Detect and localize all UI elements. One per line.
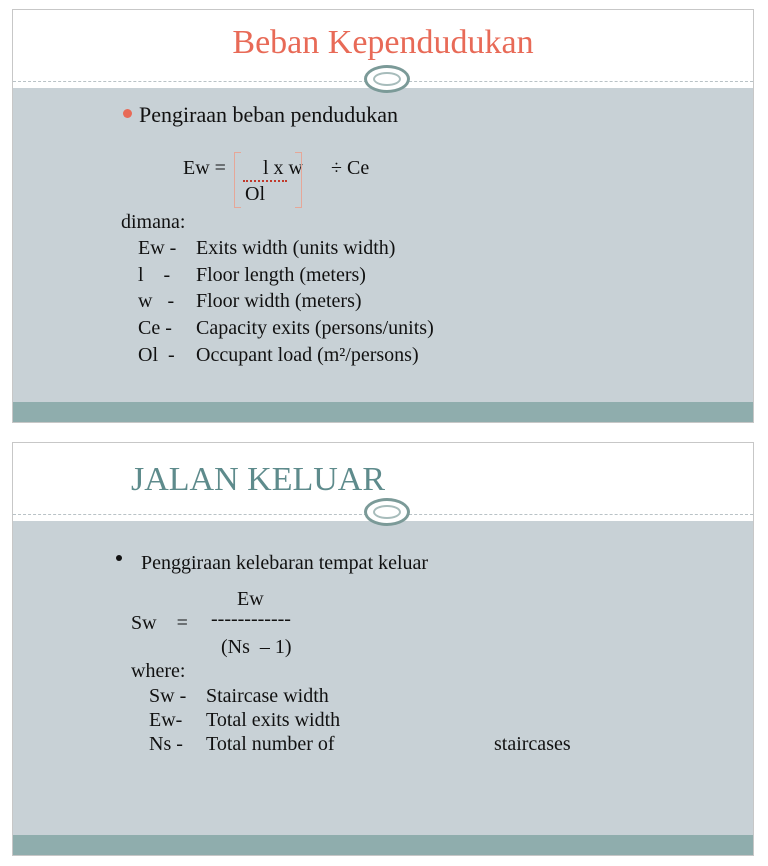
def-meaning: Total number of [206,733,335,755]
def-meaning: Floor length (meters) [196,264,366,286]
def-symbol: Ce - [138,317,172,339]
formula-lhs: Sw = [131,612,188,634]
def-extra: staircases [494,733,571,755]
def-symbol: Ol - [138,344,175,366]
bullet-dot-icon [123,109,132,118]
bullet-text: Pengiraan beban pendudukan [139,102,399,127]
spellcheck-underline [243,177,287,182]
intro-label: dimana: [121,211,186,233]
formula-numerator: Ew [237,588,264,610]
def-symbol: Ew- [149,709,183,731]
right-bracket [295,152,302,208]
slide-title: Beban Kependudukan [232,24,534,61]
def-symbol: Sw - [149,685,187,707]
formula-denominator: Ol [245,183,265,205]
left-bracket [234,152,241,208]
bullet-text: Penggiraan kelebaran tempat keluar [141,552,429,574]
slide-body [13,88,753,404]
slide-2 [12,442,754,856]
slide-title: JALAN KELUAR [131,461,386,498]
slide-footer [13,402,753,422]
slide-body [13,521,753,837]
def-meaning: Capacity exits (persons/units) [196,317,434,339]
formula-numerator: l x w [263,157,303,179]
slide-1 [12,9,754,423]
def-symbol: l - [138,264,171,286]
def-meaning: Occupant load (m²/persons) [196,344,419,366]
formula-operator: ÷ Ce [331,157,370,179]
def-meaning: Floor width (meters) [196,290,362,312]
formula-denominator: (Ns – 1) [221,636,292,658]
def-symbol: Ns - [149,733,183,755]
slide-footer [13,835,753,855]
def-meaning: Exits width (units width) [196,237,396,259]
def-meaning: Staircase width [206,685,329,707]
intro-label: where: [131,660,186,682]
def-symbol: w - [138,290,175,312]
ring-ornament-icon [364,65,410,93]
formula-lhs: Ew = [183,157,226,179]
bullet-dot-icon [116,555,122,561]
formula-divider: ------------ [211,608,291,630]
def-symbol: Ew - [138,237,177,259]
def-meaning: Total exits width [206,709,341,731]
ring-ornament-icon [364,498,410,526]
